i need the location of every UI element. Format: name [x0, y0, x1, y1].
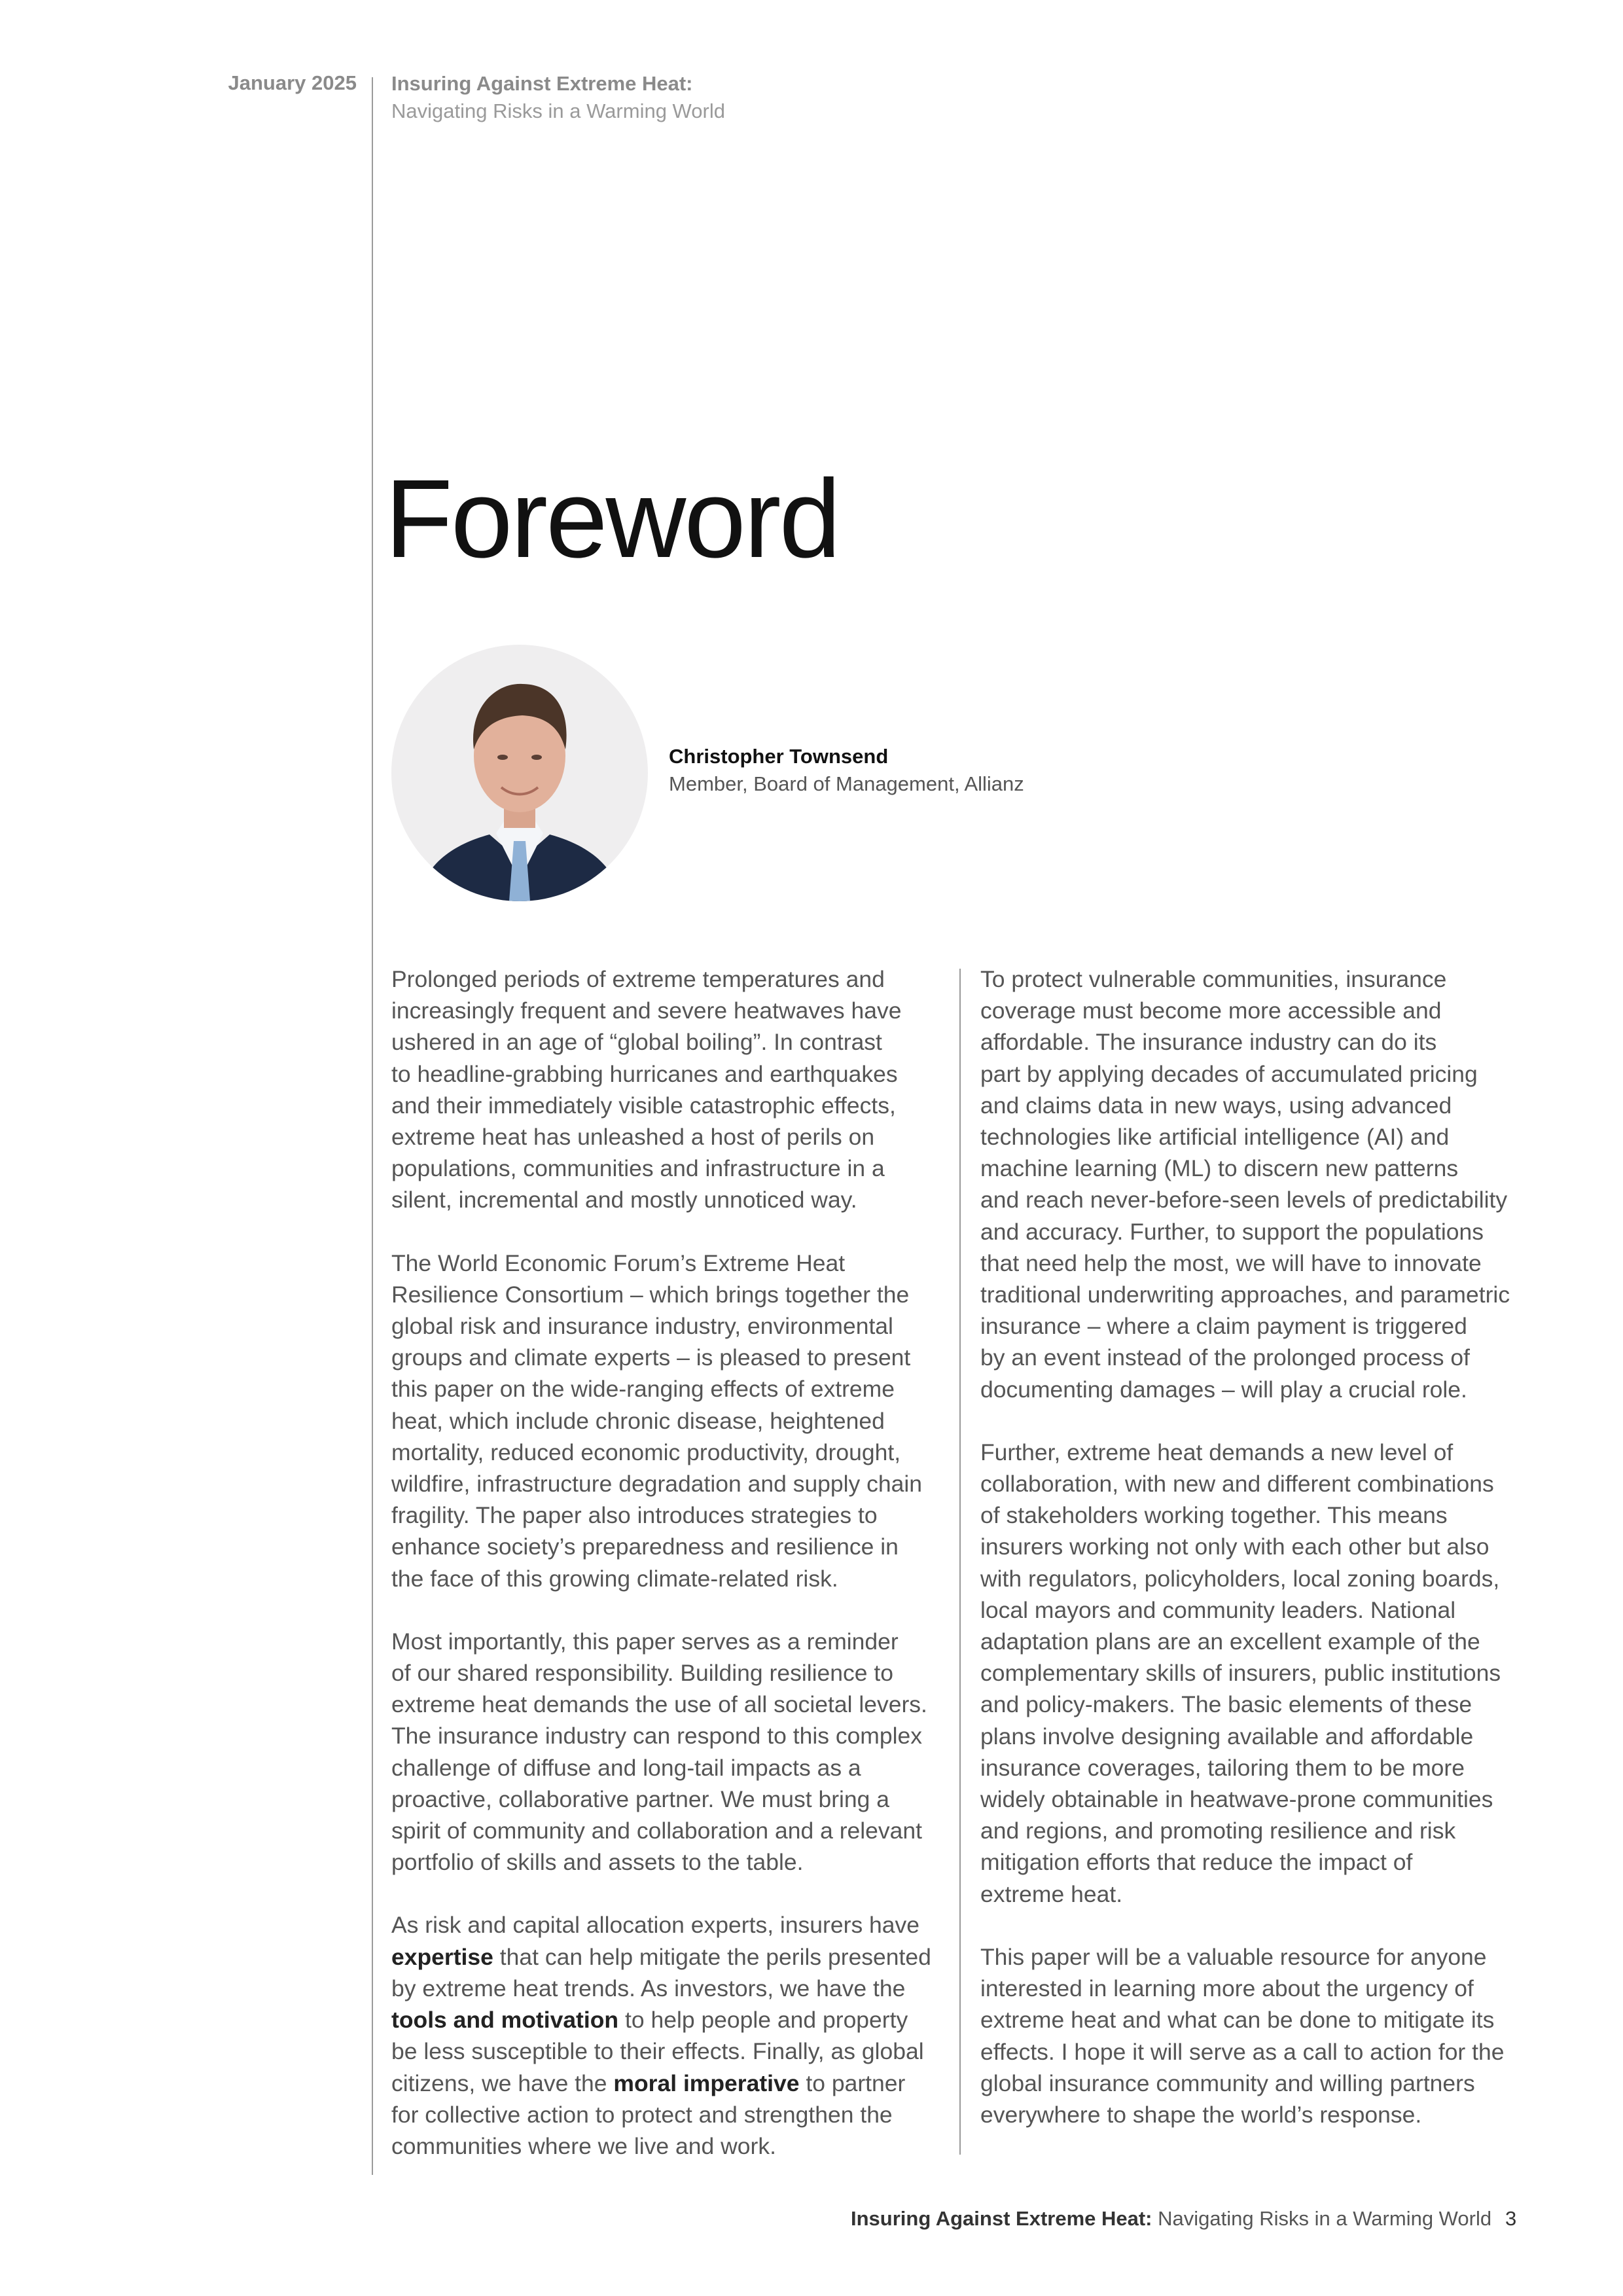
- text-line: to help people and property: [618, 2007, 908, 2034]
- text-line: extreme heat.: [980, 1880, 1123, 1907]
- text-line: documenting damages – will play a crucial role.: [980, 1376, 1467, 1403]
- text-line: and reach never-before-seen levels of predictability: [980, 1187, 1508, 1213]
- vertical-rule: [372, 77, 373, 2175]
- text-line: the face of this growing climate-related risk.: [391, 1565, 838, 1592]
- text-line: machine learning (ML) to discern new patterns: [980, 1155, 1459, 1182]
- text-line: extreme heat and what can be done to mitigate its: [980, 2007, 1495, 2034]
- text-line: of our shared responsibility. Building resilience to: [391, 1660, 893, 1687]
- text-line: part by applying decades of accumulated pricing: [980, 1060, 1478, 1087]
- text-line: technologies like artificial intelligence (AI) and: [980, 1124, 1450, 1151]
- text-line: This paper will be a valuable resource for anyone: [980, 1943, 1487, 1970]
- paragraph: [980, 1437, 1556, 1910]
- footer-title: [851, 2207, 1492, 2231]
- text-line: coverage must become more accessible and: [980, 997, 1442, 1024]
- text-line: ushered in an age of “global boiling”. In contrast: [391, 1029, 882, 1056]
- header-date: January 2025: [228, 71, 357, 94]
- text-line: As risk and capital allocation experts, insurers have: [391, 1912, 920, 1939]
- text-line: groups and climate experts – is pleased to present: [391, 1344, 911, 1371]
- text-line: spirit of community and collaboration and a relevant: [391, 1818, 923, 1844]
- footer-title-bold: Insuring Against Extreme Heat:: [851, 2207, 1152, 2230]
- text-line: traditional underwriting approaches, and parametric: [980, 1282, 1510, 1308]
- text-line: insurance – where a claim payment is triggered: [980, 1313, 1467, 1340]
- text-line: for collective action to protect and strengthen the: [391, 2101, 893, 2128]
- text-line: of stakeholders working together. This means: [980, 1502, 1448, 1529]
- text-line: communities where we live and work.: [391, 2132, 776, 2159]
- text-line: by extreme heat trends. As investors, we have the: [391, 1975, 906, 2001]
- text-line: adaptation plans are an excellent example of the: [980, 1628, 1480, 1655]
- text-line: plans involve designing available and affordable: [980, 1723, 1474, 1749]
- text-line: and claims data in new ways, using advanced: [980, 1092, 1452, 1119]
- text-line: this paper on the wide-ranging effects of extreme: [391, 1376, 895, 1403]
- text-line: that can help mitigate the perils presented: [493, 1943, 931, 1970]
- text-line: interested in learning more about the urgency of: [980, 1975, 1474, 2002]
- text-line: and policy-makers. The basic elements of these: [980, 1691, 1472, 1718]
- text-line: portfolio of skills and assets to the table.: [391, 1849, 804, 1876]
- author-portrait: [391, 645, 648, 901]
- author-role: Member, Board of Management, Allianz: [669, 772, 1024, 795]
- text-line: collaboration, with new and different combinations: [980, 1471, 1494, 1498]
- header-title: Insuring Against Extreme Heat:: [391, 72, 693, 95]
- text-line: widely obtainable in heatwave-prone communities: [980, 1786, 1493, 1813]
- text-line: Resilience Consortium – which brings together the: [391, 1281, 910, 1308]
- paragraph: [391, 1626, 948, 1878]
- page-number: 3: [1505, 2207, 1517, 2230]
- text-line: local mayors and community leaders. National: [980, 1596, 1456, 1623]
- text-line: insurance coverages, tailoring them to be more: [980, 1754, 1465, 1781]
- text-line: mitigation efforts that reduce the impact of: [980, 1849, 1413, 1876]
- text-line: The insurance industry can respond to this complex: [391, 1723, 923, 1749]
- text-line: citizens, we have the: [391, 2070, 614, 2096]
- text-line: heat, which include chronic disease, heightened: [391, 1407, 885, 1434]
- text-line: extreme heat demands the use of all societal levers.: [391, 1691, 927, 1718]
- text-line: To protect vulnerable communities, insurance: [980, 966, 1447, 992]
- emphasis-text: expertise: [391, 1943, 493, 1970]
- paragraph: [980, 963, 1556, 1405]
- text-line: mortality, reduced economic productivity, drought,: [391, 1439, 901, 1465]
- text-line: wildfire, infrastructure degradation and supply chain: [391, 1471, 923, 1498]
- text-line: Most importantly, this paper serves as a reminder: [391, 1628, 899, 1655]
- paragraph: [980, 1941, 1556, 2130]
- emphasis-text: moral imperative: [613, 2070, 800, 2096]
- author-name: Christopher Townsend: [669, 745, 889, 768]
- body-column-right: [980, 963, 1556, 2162]
- emphasis-text: tools and motivation: [391, 2007, 619, 2034]
- text-line: affordable. The insurance industry can do its: [980, 1029, 1437, 1056]
- paragraph: [391, 1909, 948, 2162]
- text-line: proactive, collaborative partner. We must bring a: [391, 1785, 889, 1812]
- text-line: insurers working not only with each other but also: [980, 1534, 1489, 1560]
- text-line: enhance society’s preparedness and resilience in: [391, 1534, 899, 1560]
- column-divider: [959, 969, 961, 2155]
- text-line: and accuracy. Further, to support the populations: [980, 1218, 1484, 1245]
- text-line: everywhere to shape the world’s response.: [980, 2101, 1422, 2128]
- text-line: that need help the most, we will have to innovate: [980, 1249, 1482, 1276]
- body-column-left: [391, 963, 948, 2193]
- text-line: extreme heat has unleashed a host of perils on: [391, 1124, 875, 1151]
- text-line: global risk and insurance industry, environmental: [391, 1313, 893, 1340]
- text-line: be less susceptible to their effects. Finally, as global: [391, 2038, 924, 2065]
- text-line: to partner: [799, 2070, 906, 2096]
- text-line: increasingly frequent and severe heatwaves have: [391, 997, 902, 1024]
- text-line: and their immediately visible catastrophic effects,: [391, 1092, 896, 1119]
- footer-title-rest: Navigating Risks in a Warming World: [1152, 2207, 1492, 2230]
- portrait-image: [391, 645, 648, 901]
- page-title: Foreword: [385, 457, 840, 581]
- text-line: complementary skills of insurers, public institutions: [980, 1660, 1501, 1687]
- paragraph: [391, 1247, 948, 1594]
- text-line: silent, incremental and mostly unnoticed way.: [391, 1187, 857, 1213]
- text-line: effects. I hope it will serve as a call to action for the: [980, 2038, 1505, 2065]
- text-line: with regulators, policyholders, local zoning boards,: [980, 1565, 1500, 1592]
- text-line: and regions, and promoting resilience and risk: [980, 1818, 1456, 1844]
- text-line: Further, extreme heat demands a new level of: [980, 1439, 1454, 1465]
- text-line: global insurance community and willing partners: [980, 2070, 1475, 2096]
- text-line: to headline-grabbing hurricanes and earthquakes: [391, 1060, 898, 1087]
- text-line: by an event instead of the prolonged process of: [980, 1344, 1470, 1371]
- text-line: The World Economic Forum’s Extreme Heat: [391, 1249, 846, 1276]
- paragraph: [391, 963, 948, 1216]
- text-line: challenge of diffuse and long-tail impacts as a: [391, 1754, 861, 1781]
- header-subtitle: Navigating Risks in a Warming World: [391, 99, 725, 122]
- text-line: populations, communities and infrastructure in a: [391, 1155, 885, 1182]
- text-line: fragility. The paper also introduces strategies to: [391, 1502, 878, 1529]
- text-line: Prolonged periods of extreme temperatures and: [391, 966, 885, 992]
